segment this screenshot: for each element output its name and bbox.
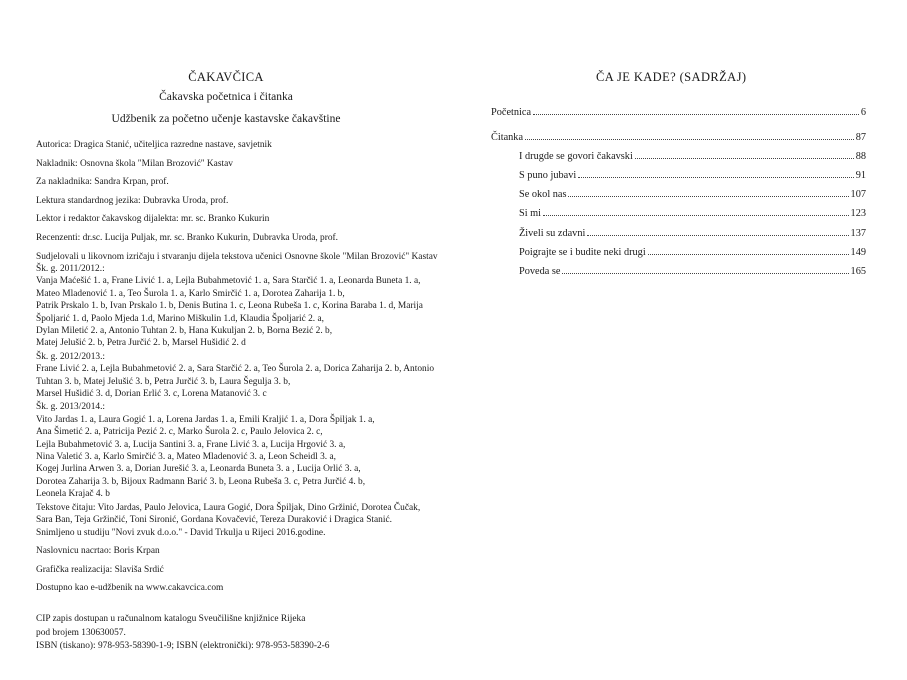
year-label: Šk. g. 2011/2012.: xyxy=(36,263,105,274)
year-block xyxy=(36,401,446,500)
credit-publisher: Nakladnik: Osnovna škola "Milan Brozović" Kastav xyxy=(36,158,233,169)
toc-entry[interactable] xyxy=(519,228,866,241)
toc-entry-page: 137 xyxy=(850,228,866,239)
toc-entry-page: 123 xyxy=(850,208,866,219)
toc-entry-page: 165 xyxy=(850,266,866,277)
toc-leader-dots xyxy=(533,114,859,115)
cip-block xyxy=(36,613,446,654)
cip-line: pod brojem 130630057. xyxy=(36,627,126,638)
participants-line: Kogej Jurlina Arwen 3. a, Dorian Jurešić 3. a, Leonarda Buneta 3. a , Lucija Orlić 3. a, xyxy=(36,464,361,475)
toc-entry[interactable] xyxy=(519,266,866,279)
toc-entry[interactable] xyxy=(491,132,866,145)
toc-entry-page: 149 xyxy=(850,247,866,258)
credit-dialect-editor: Lektor i redaktor čakavskog dijalekta: mr. sc. Branko Kukurin xyxy=(36,214,270,225)
toc-leader-dots xyxy=(648,254,849,255)
book-subtitle: Čakavska početnica i čitanka xyxy=(159,91,293,103)
toc-entry[interactable] xyxy=(519,189,866,202)
participants-line: Marsel Hušidić 3. d, Dorian Erlić 3. c, Lorena Matanović 3. c xyxy=(36,389,267,400)
participants-line: Nina Valetić 3. a, Karlo Smirčić 3. a, Mateo Mladenović 3. a, Leon Scheidl 3. a, xyxy=(36,452,336,463)
toc-entry-label: I drugde se govori čakavski xyxy=(519,151,633,162)
toc-entry-label: S puno jubavi xyxy=(519,170,577,181)
toc-entry-label: Čitanka xyxy=(491,132,524,143)
credit-for-publisher: Za nakladnika: Sandra Krpan, prof. xyxy=(36,177,169,188)
participants-line: Vito Jardas 1. a, Laura Gogić 1. a, Lorena Jardas 1. a, Emili Kraljić 1. a, Dora Špiljak 1. a, xyxy=(36,414,375,425)
participants-line: Tuhtan 3. b, Matej Jelušić 3. b, Petra Jurčić 3. b, Laura Šegulja 3. b, xyxy=(36,376,291,387)
credit-reviewers: Recenzenti: dr.sc. Lucija Puljak, mr. sc. Branko Kukurin, Dubravka Uroda, prof. xyxy=(36,232,339,243)
participants-line: Matej Jelušić 2. b, Petra Jurčić 2. b, Marsel Hušidić 2. d xyxy=(36,338,246,349)
readers-line: Tekstove čitaju: Vito Jardas, Paulo Jelovica, Laura Gogić, Dora Špiljak, Dino Gržinić, Dorotea Čučak, xyxy=(36,502,421,513)
toc-entry-label: Si mi xyxy=(519,208,542,219)
right-page xyxy=(453,0,907,680)
participants-line: Ana Šimetić 2. a, Patricija Pezić 2. c, Marko Šurola 2. c, Paulo Jelovica 2. c, xyxy=(36,427,323,438)
toc-leader-dots xyxy=(568,196,848,197)
credit-cover: Naslovnicu nacrtao: Boris Krpan xyxy=(36,546,160,557)
toc-entry-label: Početnica xyxy=(491,107,532,118)
toc-entry[interactable] xyxy=(519,208,866,221)
participants-line: Mateo Mladenović 1. a, Teo Šurola 1. a, Karlo Smirčić 1. a, Dorotea Zaharija 1. b, xyxy=(36,288,345,299)
left-page xyxy=(0,0,453,680)
readers-line: Sara Ban, Teja Gržinčić, Toni Sironić, Gordana Kovačević, Tereza Duraković i Dragica Stanić. xyxy=(36,515,392,526)
toc-leader-dots xyxy=(562,273,848,274)
recording-line: Snimljeno u studiju "Novi zvuk d.o.o." - David Trkulja u Rijeci 2016.godine. xyxy=(36,527,326,538)
toc-entry[interactable] xyxy=(519,247,866,260)
toc-entry[interactable] xyxy=(519,151,866,164)
toc-entry-label: Se okol nas xyxy=(519,189,567,200)
toc-leader-dots xyxy=(525,139,854,140)
toc-entry-page: 107 xyxy=(850,189,866,200)
toc-entry-label: Živeli su zdavni xyxy=(519,228,586,239)
credit-proofreading: Lektura standardnog jezika: Dubravka Uroda, prof. xyxy=(36,195,229,206)
participants-block xyxy=(36,251,446,350)
toc-entry-page: 91 xyxy=(855,170,866,181)
participants-intro: Sudjelovali u likovnom izričaju i stvaranju dijela tekstova učenici Osnovne škole "Milan Brozović" Kastav xyxy=(36,251,438,262)
isbn-line: ISBN (tiskano): 978-953-58390-1-9; ISBN (elektronički): 978-953-58390-2-6 xyxy=(36,641,330,652)
participants-line: Dorotea Zaharija 3. b, Bijoux Radmann Barić 3. b, Leona Rubeša 3. c, Petra Jurčić 4. b, xyxy=(36,476,366,487)
participants-line: Vanja Maćešić 1. a, Frane Livić 1. a, Lejla Bubahmetović 1. a, Sara Starčić 1. a, Leonarda Buneta 1. a, xyxy=(36,276,421,287)
toc-leader-dots xyxy=(635,158,854,159)
credit-availability: Dostupno kao e-udžbenik na www.cakavcica.com xyxy=(36,583,224,594)
toc-entry-page: 88 xyxy=(855,151,866,162)
toc-entry-label: Poigrajte se i budite neki drugi xyxy=(519,247,646,258)
toc-leader-dots xyxy=(543,215,849,216)
toc-entry-page: 87 xyxy=(855,132,866,143)
toc-entry[interactable] xyxy=(519,170,866,183)
year-label: Šk. g. 2013/2014.: xyxy=(36,402,106,413)
book-subtitle-2: Udžbenik za početno učenje kastavske čakavštine xyxy=(111,113,341,125)
toc-entry[interactable] xyxy=(491,107,866,120)
credit-author: Autorica: Dragica Stanić, učiteljica razredne nastave, savjetnik xyxy=(36,140,272,150)
toc-entry-label: Poveda se xyxy=(519,266,561,277)
year-block xyxy=(36,351,446,401)
credit-graphics: Grafička realizacija: Slaviša Srdić xyxy=(36,564,164,575)
book-title: ČAKAVČICA xyxy=(188,70,264,84)
participants-line: Lejla Bubahmetović 3. a, Lucija Santini 3. a, Frane Livić 3. a, Lucija Hrgović 3. a, xyxy=(36,439,346,450)
cip-line: CIP zapis dostupan u računalnom katalogu Sveučilišne knjižnice Rijeka xyxy=(36,614,306,624)
participants-line: Patrik Prskalo 1. b, Ivan Prskalo 1. b, Denis Butina 1. c, Leona Rubeša 1. c, Korina Baraba 1. d, Marija xyxy=(36,301,423,312)
toc-entry-page: 6 xyxy=(860,107,866,118)
participants-line: Špoljarić 1. d, Paolo Mjeda 1.d, Marino Miškulin 1.d, Klaudia Špoljarić 2. a, xyxy=(36,313,324,324)
participants-line: Frane Livić 2. a, Lejla Bubahmetović 2. a, Sara Starčić 2. a, Teo Šurola 2. a, Dorica Zaharija 2. b, Antonio xyxy=(36,364,435,375)
year-label: Šk. g. 2012/2013.: xyxy=(36,351,106,362)
toc-title: ČA JE KADE? (SADRŽAJ) xyxy=(596,70,747,84)
readers-block xyxy=(36,502,446,539)
credits-block xyxy=(36,139,446,601)
toc-leader-dots xyxy=(587,235,848,236)
participants-line: Leonela Krajač 4. b xyxy=(36,489,110,500)
toc-leader-dots xyxy=(578,177,853,178)
participants-line: Dylan Miletić 2. a, Antonio Tuhtan 2. b, Hana Kukuljan 2. b, Borna Bezić 2. b, xyxy=(36,326,333,336)
